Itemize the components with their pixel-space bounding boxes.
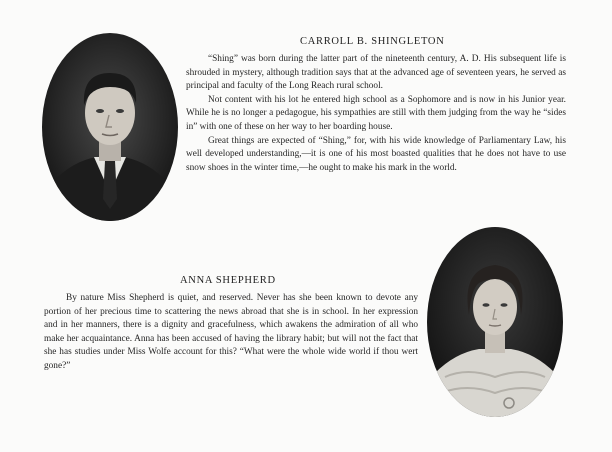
bio-paragraph: Great things are expected of “Shing,” for, with his wide knowledge of Parliamentary Law, his well developed understanding,—it is one of his most boasted qualities that he does not have to use snow shoes in the winter time,—he ought to make his mark in the world. (186, 135, 566, 173)
bio-paragraph: Not content with his lot he entered high school as a Sophomore and is now in his Junior year. While he is no longer a pedagogue, his sympathies are still with them judging from the way he “sides in” with one of these on her way to her boarding house. (186, 94, 566, 132)
portrait-carroll-shingleton (42, 33, 178, 221)
entry-name-shingleton: CARROLL B. SHINGLETON (300, 36, 445, 47)
entry-bio-shingleton (186, 53, 566, 175)
portrait-anna-shepherd (427, 227, 563, 417)
bio-paragraph: “Shing” was born during the latter part of the nineteenth century, A. D. His subsequent life is shrouded in mystery, although tradition says that at the advanced age of seventeen years, he served as principal and faculty of the Long Reach rural school. (186, 54, 566, 92)
entry-name-shepherd: ANNA SHEPHERD (180, 275, 276, 286)
bio-paragraph: By nature Miss Shepherd is quiet, and reserved. Never has she been known to devote any portion of her precious time to scattering the news abroad that she is in school. In her expression and in her manners, there is a dignity and gracefulness, which awakens the admiration of all who make her acquaintance. Anna has been accused of having the library habit; but will not the fact that she has studies under Miss Wolfe account for this? “What were the whole wide world if thou wert gone?” (44, 293, 418, 371)
entry-bio-shepherd (44, 292, 418, 374)
